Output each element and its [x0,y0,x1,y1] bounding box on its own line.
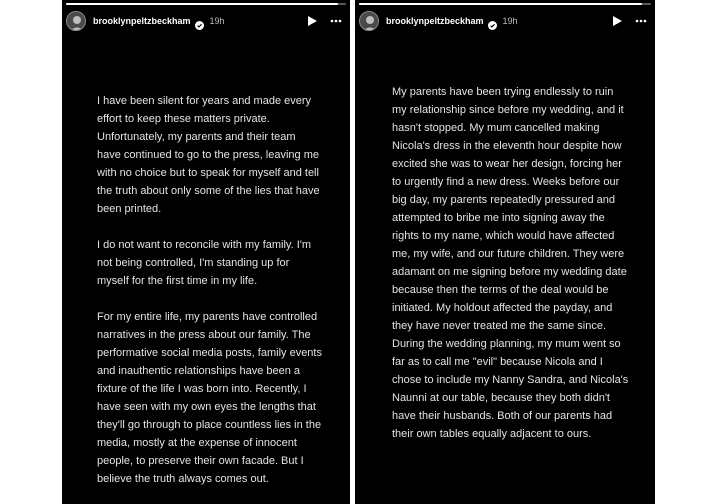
story-panel[interactable] [62,0,350,504]
avatar[interactable] [359,11,379,31]
story-header [359,7,651,35]
post-time: 19h [502,16,518,26]
story-text [392,83,630,443]
story-text [97,92,322,488]
story-paragraph: I have been silent for years and made every effort to keep these matters private. Unfortunately, my parents and their team have continued to go to the press, leaving me with no choice but to speak for myself and tell the truth about only some of the lies that have been printed. [97,95,320,215]
more-options-icon[interactable] [330,15,342,27]
avatar[interactable] [66,11,86,31]
post-time: 19h [209,16,225,26]
story-progress-bar [66,3,346,5]
play-icon[interactable] [611,15,623,27]
story-paragraph: For my entire life, my parents have controlled narratives in the press about our family. The performative social media posts, family events and inauthentic relationships have been a fixture of the life I was born into. Recently, I have seen with my own eyes the lengths that they'll go through to place countless lies in the media, mostly at the expense of innocent people, to preserve their own facade. But I believe the truth always comes out. [97,311,322,485]
verified-badge-icon [488,17,497,26]
verified-badge-icon [195,17,204,26]
story-progress-bar [359,3,651,5]
story-paragraph: I do not want to reconcile with my family. I'm not being controlled, I'm standing up for myself for the first time in my life. [97,239,312,287]
story-controls [306,15,346,27]
story-progress-fill [66,3,338,5]
username[interactable]: brooklynpeltzbeckham [93,16,191,26]
more-options-icon[interactable] [635,15,647,27]
story-paragraph: My parents have been trying endlessly to ruin my relationship since before my wedding, and it hasn't stopped. My mum cancelled making Nicola's dress in the eleventh hour despite how excited she was to wear her design, forcing her to urgently find a new dress. Weeks before our big day, my parents repeatedly pressured and attempted to bribe me into signing away the rights to my name, which would have affected me, my wife, and our future children. They were adamant on me signing before my wedding date because then the terms of the deal would be initiated. My holdout affected the payday, and they have never treated me the same since. During the wedding planning, my mum went so far as to call me "evil" because Nicola and I chose to include my Nanny Sandra, and Nicola's Naunni at our table, because they both didn't have their husbands. Both of our parents had their own tables equally adjacent to ours. [392,86,629,440]
story-progress-fill [359,3,642,5]
username[interactable]: brooklynpeltzbeckham [386,16,484,26]
story-header [66,7,346,35]
story-panel[interactable] [355,0,655,504]
play-icon[interactable] [306,15,318,27]
story-controls [611,15,651,27]
